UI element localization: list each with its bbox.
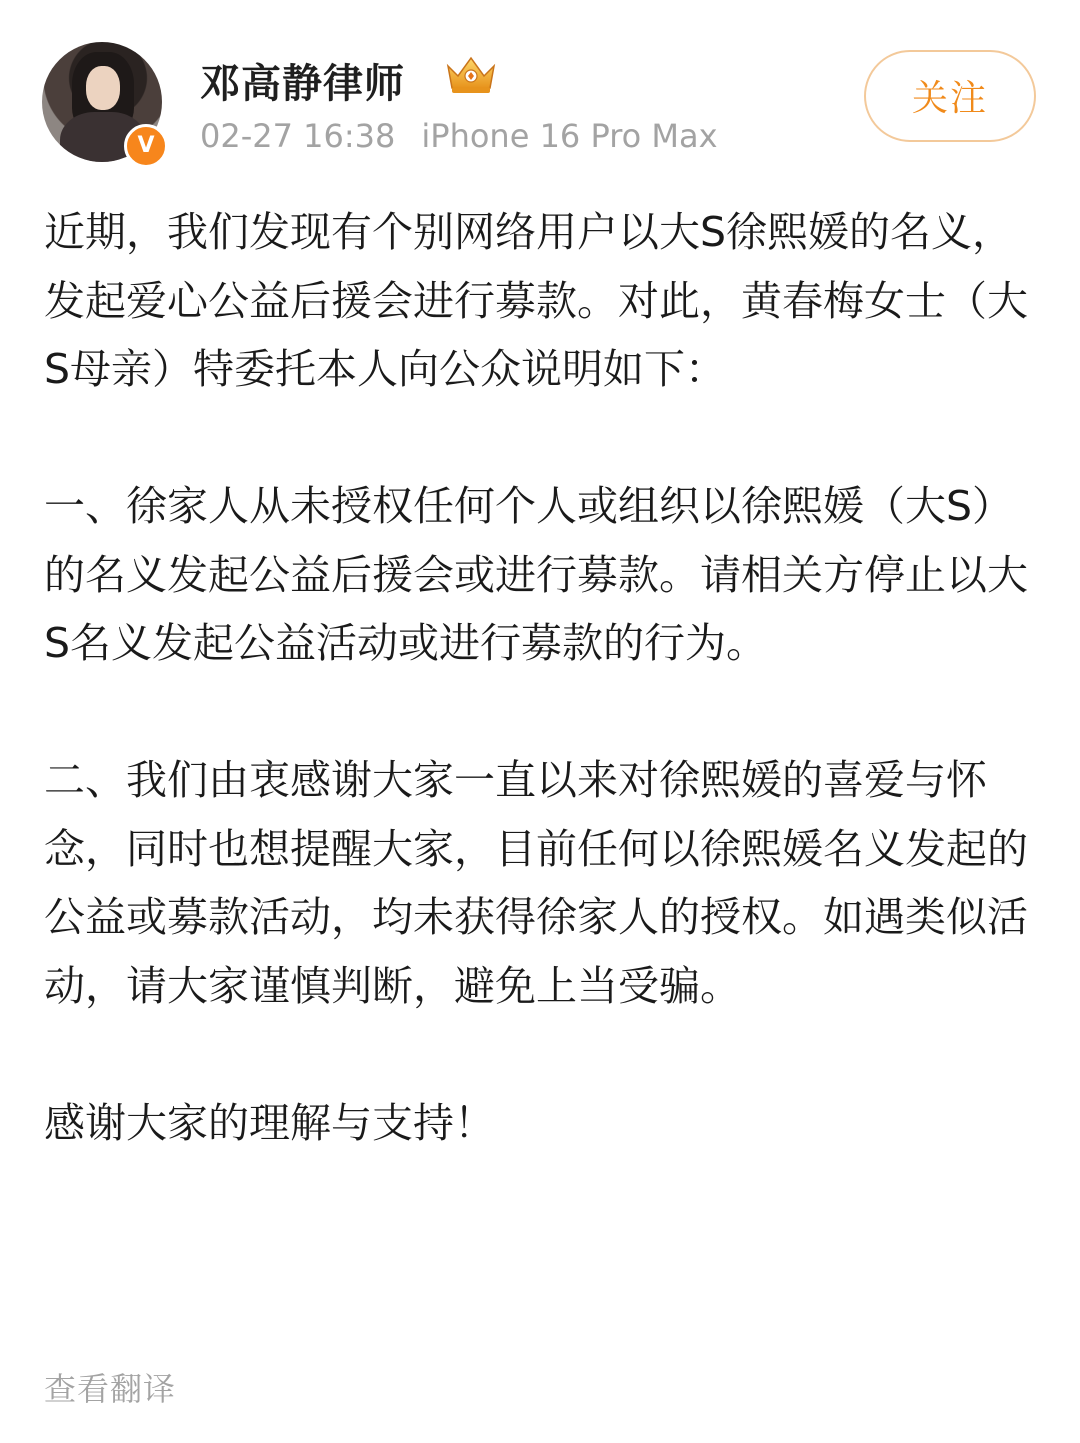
post-content <box>44 198 1039 1157</box>
paragraph-gap <box>44 678 1039 747</box>
post-paragraph-intro: 近期，我们发现有个别网络用户以大S徐熙媛的名义，发起爱心公益后援会进行募款。对此，黄春梅女士（大S母亲）特委托本人向公众说明如下： <box>44 208 1028 393</box>
verified-v-icon: V <box>124 124 168 168</box>
view-translation-link[interactable]: 查看翻译 <box>44 1370 177 1408</box>
paragraph-gap <box>44 1020 1039 1089</box>
paragraph-gap <box>44 404 1039 473</box>
author-name[interactable]: 邓高静律师 <box>200 61 405 107</box>
post-paragraph-two: 二、我们由衷感谢大家一直以来对徐熙媛的喜爱与怀念，同时也想提醒大家，目前任何以徐熙媛名义发起的公益或募款活动，均未获得徐家人的授权。如遇类似活动，请大家谨慎判断，避免上当受骗。 <box>44 756 1028 1010</box>
post-header <box>42 42 1042 167</box>
post-timestamp: 02-27 16:38 <box>200 117 396 155</box>
post-device: iPhone 16 Pro Max <box>421 117 718 155</box>
post-meta <box>200 117 718 155</box>
post-paragraph-thanks: 感谢大家的理解与支持！ <box>44 1098 495 1147</box>
post-paragraph-one: 一、徐家人从未授权任何个人或组织以徐熙媛（大S）的名义发起公益后援会或进行募款。请相关方停止以大S名义发起公益活动或进行募款的行为。 <box>44 482 1028 667</box>
follow-button[interactable]: 关注 <box>864 50 1036 142</box>
crown-icon <box>444 54 498 96</box>
avatar-face <box>86 66 120 110</box>
